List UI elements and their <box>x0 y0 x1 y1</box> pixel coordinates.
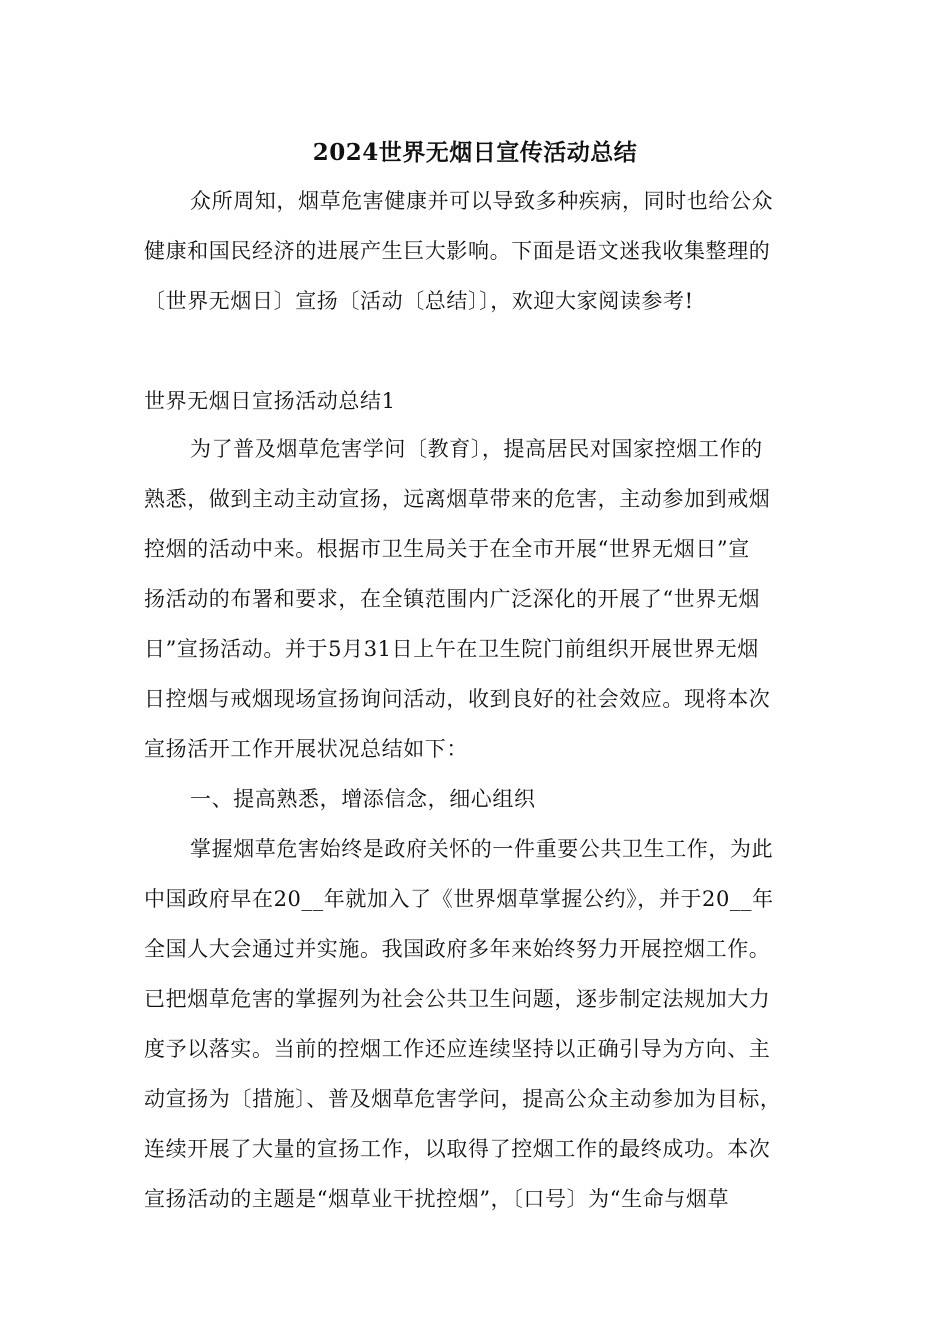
paragraph-line: 全国人大会通过并实施。我国政府多年来始终努力开展控烟工作。 <box>144 937 771 961</box>
paragraph-line: 日控烟与戒烟现场宣扬询问活动，收到良好的社会效应。现将本次 <box>144 687 771 711</box>
subheading-text: 一、提高熟悉，增添信念，细心组织 <box>190 787 536 811</box>
paragraph-line: 熟悉，做到主动主动宣扬，远离烟草带来的危害，主动参加到戒烟 <box>144 487 771 511</box>
paragraph-2 <box>144 824 824 1224</box>
subheading-1 <box>144 774 824 824</box>
paragraph-line: 为了普及烟草危害学问〔教育〕，提高居民对国家控烟工作的 <box>190 437 763 461</box>
intro-line: 众所周知，烟草危害健康并可以导致多种疾病，同时也给公众 <box>190 189 774 213</box>
paragraph-line: 日”宣扬活动。并于5月31日上午在卫生院门前组织开展世界无烟 <box>144 637 759 661</box>
section-heading: 世界无烟日宣扬活动总结1 <box>144 389 396 413</box>
paragraph-line: 掌握烟草危害始终是政府关怀的一件重要公共卫生工作，为此 <box>190 837 774 861</box>
paragraph-line: 已把烟草危害的掌握列为社会公共卫生问题，逐步制定法规加大力 <box>144 987 771 1011</box>
paragraph-line: 动宣扬为〔措施〕、普及烟草危害学问，提高公众主动参加为目标， <box>144 1087 782 1111</box>
paragraph-line: 控烟的活动中来。根据市卫生局关于在全市开展“世界无烟日”宣 <box>144 537 750 561</box>
paragraph-line: 宣扬活开工作开展状况总结如下： <box>144 737 468 761</box>
intro-paragraph <box>144 176 824 326</box>
paragraph-line: 宣扬活动的主题是“烟草业干扰控烟”，〔口号〕为“生命与烟草 <box>144 1187 730 1211</box>
intro-line: 〔世界无烟日〕宣扬〔活动〔总结〕〕，欢迎大家阅读参考! <box>144 289 694 313</box>
paragraph-line: 扬活动的布署和要求，在全镇范围内广泛深化的开展了“世界无烟 <box>144 587 761 611</box>
paragraph-1 <box>144 424 824 774</box>
intro-line: 健康和国民经济的进展产生巨大影响。下面是语文迷我收集整理的 <box>144 239 771 263</box>
paragraph-line: 连续开展了大量的宣扬工作，以取得了控烟工作的最终成功。本次 <box>144 1137 771 1161</box>
paragraph-line: 中国政府早在20__年就加入了《世界烟草掌握公约》，并于20__年 <box>144 887 774 911</box>
paragraph-line: 度予以落实。当前的控烟工作还应连续坚持以正确引导为方向、主 <box>144 1037 771 1061</box>
document-title: 2024世界无烟日宣传活动总结 <box>312 139 638 166</box>
